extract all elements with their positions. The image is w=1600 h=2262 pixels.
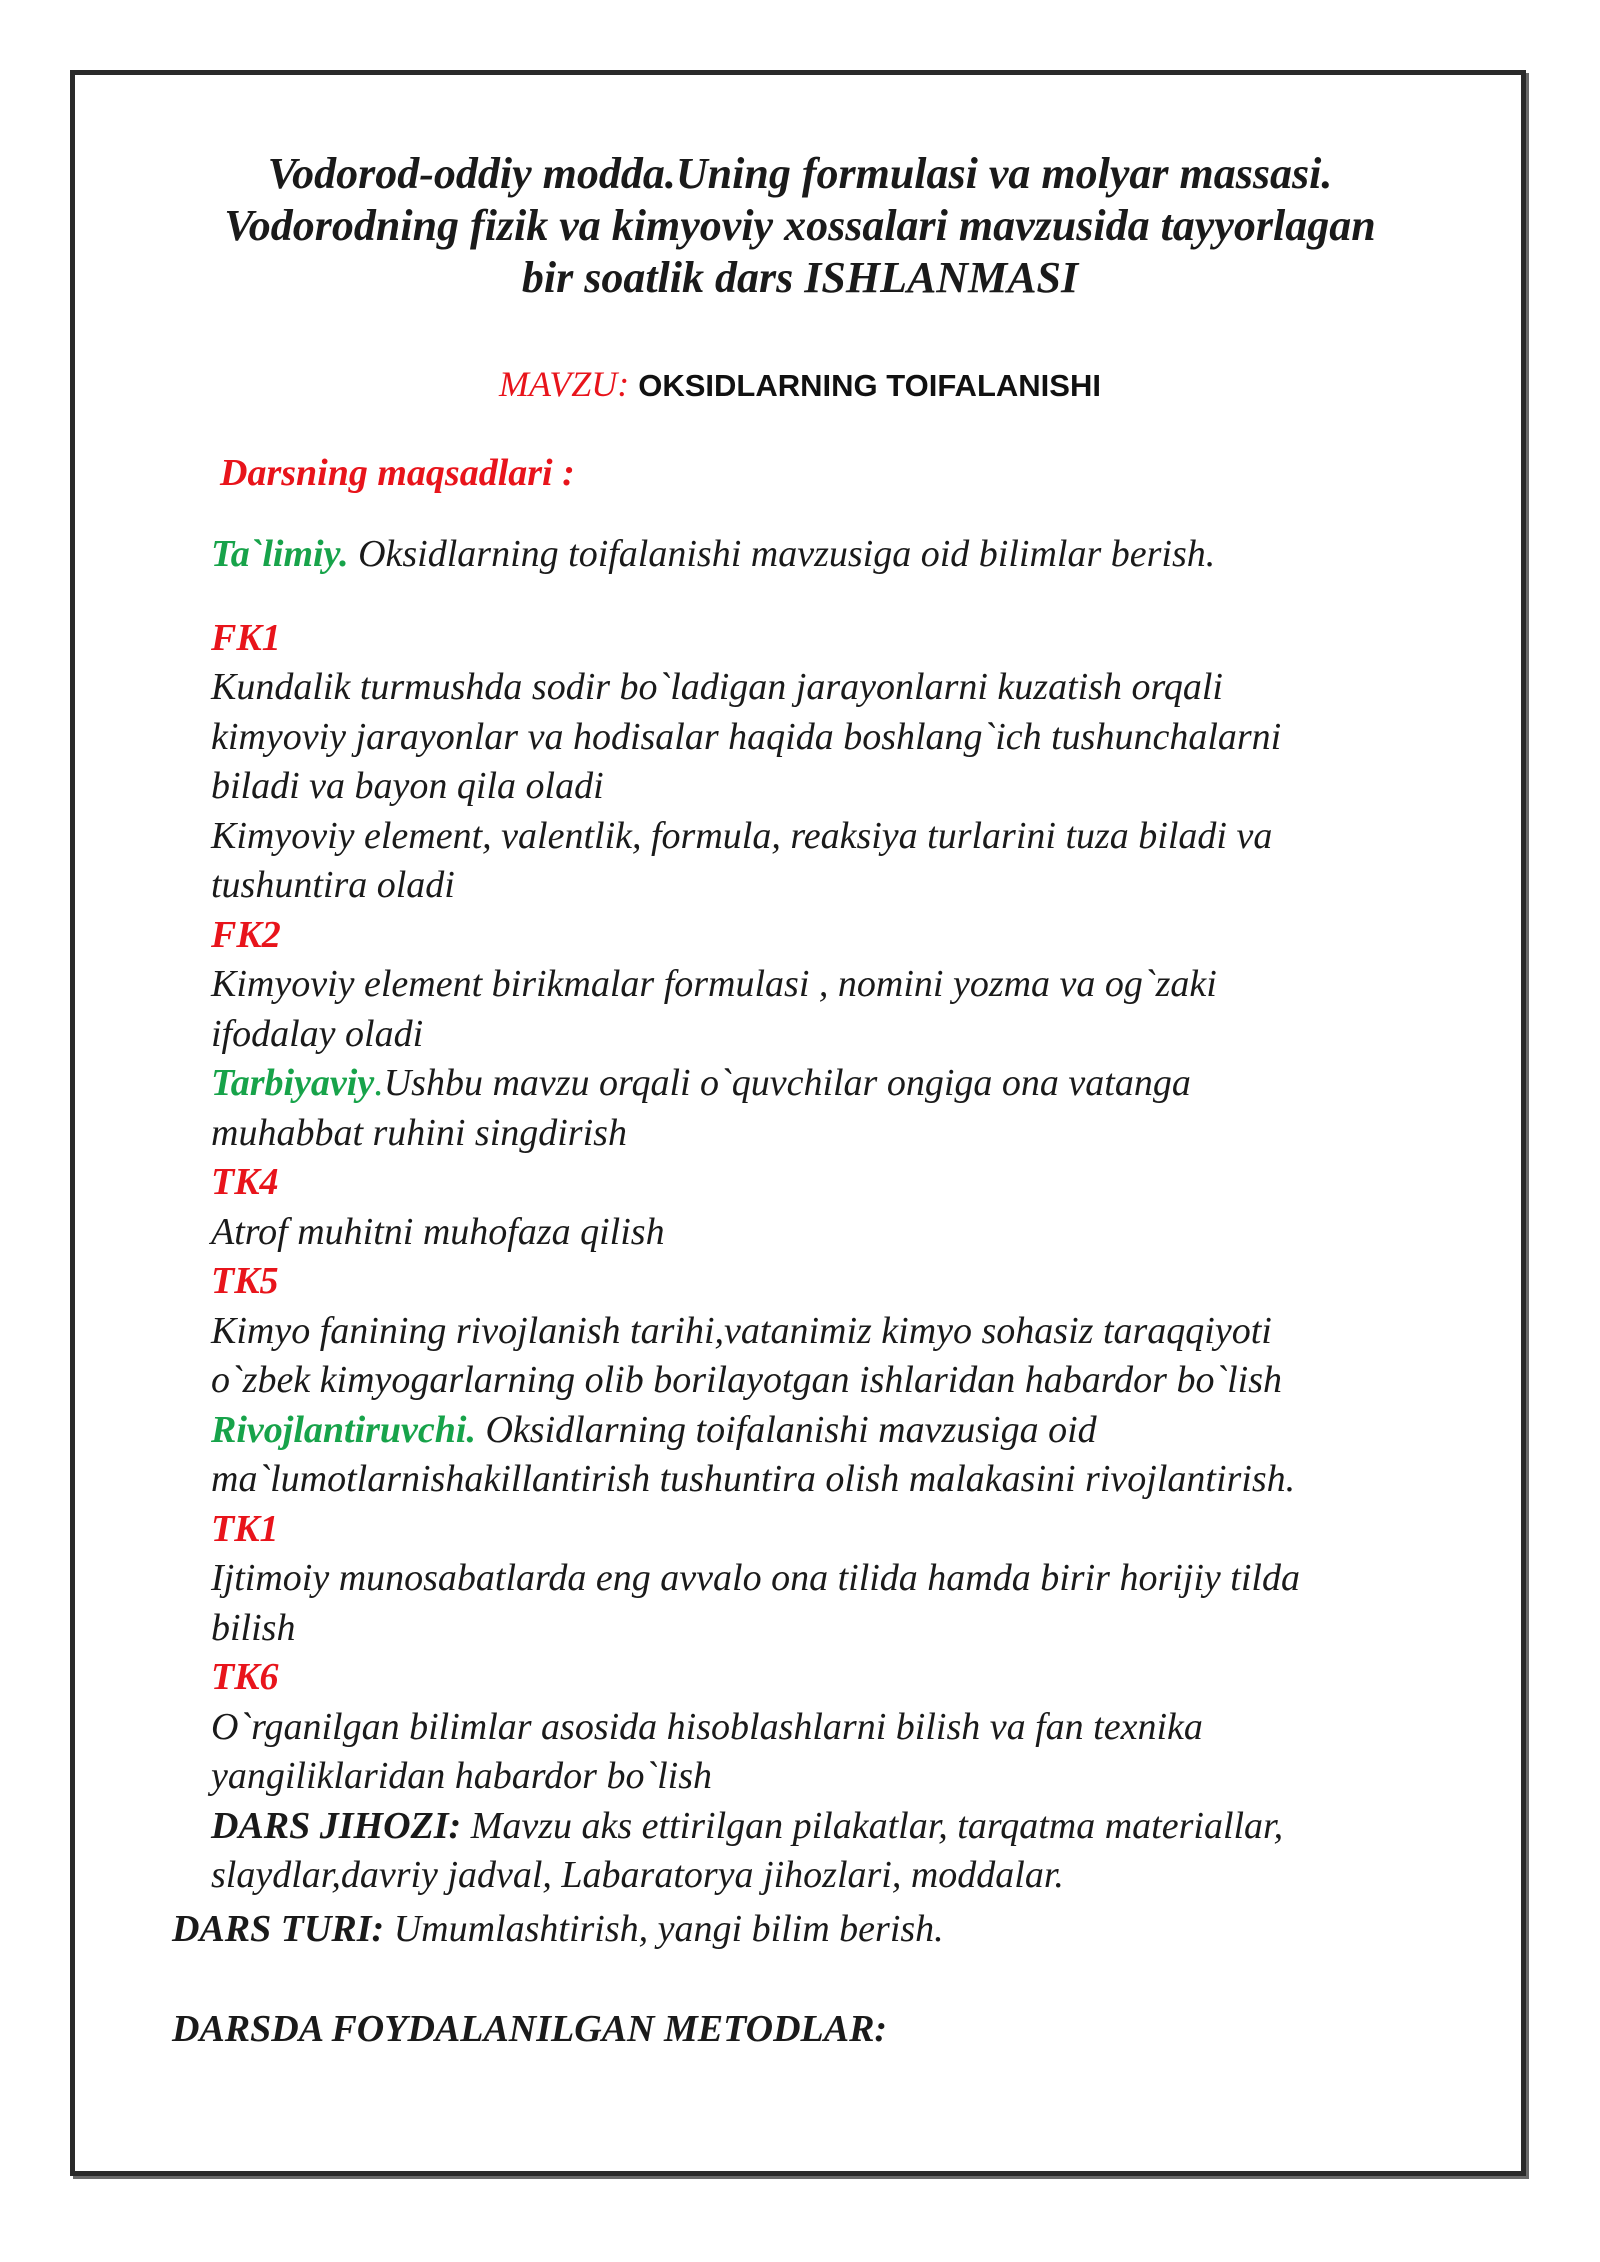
topic-label: MAVZU: (499, 364, 630, 404)
tk5-line: o`zbek kimyogarlarning olib borilayotgan ishlaridan habardor bo`lish (211, 1359, 1283, 1401)
fk2-line: ifodalay oladi (211, 1012, 424, 1055)
tk4-line: Atrof muhitni muhofaza qilish (211, 1210, 665, 1253)
talimiy-line (211, 530, 1511, 580)
fk1-line: tushuntira oladi (211, 864, 455, 906)
tarbiyaviy-line2: muhabbat ruhini singdirish (211, 1111, 627, 1154)
rivojlantiruvchi-line2: ma`lumotlarnishakillantirish tushuntira olish malakasini rivojlantirish. (211, 1458, 1296, 1500)
fk1-label: FK1 (211, 616, 281, 659)
tk6-label: TK6 (211, 1656, 279, 1698)
jihozi-line (211, 1802, 1511, 1852)
title-line: bir soatlik dars ISHLANMASI (521, 253, 1079, 302)
jihozi-text: Mavzu aks ettirilgan pilakatlar, tarqatma materiallar, (461, 1804, 1284, 1847)
fk1-line: Kundalik turmushda sodir bo`ladigan jarayonlarni kuzatish orqali (211, 666, 1223, 708)
rivojlantiruvchi-label: Rivojlantiruvchi. (211, 1408, 476, 1451)
title-line: Vodorodning fizik va kimyoviy xossalari mavzusida tayyorlagan (224, 201, 1376, 250)
dars-turi-line (172, 1905, 1472, 1955)
tk1-label: TK1 (211, 1507, 279, 1550)
fk1-line: Kimyoviy element, valentlik, formula, reaksiya turlarini tuza biladi va (211, 814, 1273, 857)
dars-turi-text: Umumlashtirish, yangi bilim berish. (384, 1908, 944, 1950)
fk2-line: Kimyoviy element birikmalar formulasi , nomini yozma va og`zaki (211, 963, 1217, 1005)
title-line: Vodorod-oddiy modda.Uning formulasi va molyar massasi. (267, 149, 1333, 198)
fk1-line: kimyoviy jarayonlar va hodisalar haqida boshlang`ich tushunchalarni (211, 715, 1282, 758)
lesson-body (211, 530, 1511, 1901)
tarbiyaviy-text: Ushbu mavzu orqali o`quvchilar ongiga ona vatanga (383, 1062, 1191, 1104)
tk5-label: TK5 (211, 1260, 279, 1302)
tarbiyaviy-line (211, 1059, 1511, 1109)
tk5-line: Kimyo fanining rivojlanish tarihi,vatanimiz kimyo sohasiz taraqqiyoti (211, 1309, 1272, 1352)
goals-heading: Darsning maqsadlari : (220, 452, 575, 494)
fk1-line: biladi va bayon qila oladi (211, 765, 604, 807)
jihozi-label: DARS JIHOZI: (211, 1804, 462, 1847)
tk4-label: TK4 (211, 1161, 279, 1203)
fk2-label: FK2 (211, 913, 281, 956)
tarbiyaviy-label: Tarbiyaviy (211, 1062, 375, 1104)
jihozi-line2: slaydlar,davriy jadval, Labaratorya jihozlari, moddalar. (211, 1854, 1064, 1896)
rivojlantiruvchi-line (211, 1406, 1511, 1456)
topic-value: OKSIDLARNING TOIFALANISHI (638, 368, 1101, 403)
tk6-line: O`rganilgan bilimlar asosida hisoblashlarni bilish va fan texnika (211, 1705, 1203, 1748)
rivojlantiruvchi-text: Oksidlarning toifalanishi mavzusiga oid (475, 1408, 1097, 1451)
tk6-line: yangiliklaridan habardor bo`lish (211, 1755, 713, 1797)
talimiy-label: Ta`limiy. (211, 533, 349, 575)
topic-line (150, 362, 1450, 408)
talimiy-text: Oksidlarning toifalanishi mavzusiga oid bilimlar berish. (348, 533, 1216, 575)
tk1-line: bilish (211, 1606, 296, 1649)
dars-turi-label: DARS TURI: (172, 1908, 385, 1950)
tk1-line: Ijtimoiy munosabatlarda eng avvalo ona tilida hamda birir horijiy tilda (211, 1557, 1300, 1599)
tarbiyaviy-dot: . (374, 1062, 384, 1104)
document-title (150, 148, 1450, 304)
metodlar-heading: DARSDA FOYDALANILGAN METODLAR: (172, 2008, 888, 2050)
